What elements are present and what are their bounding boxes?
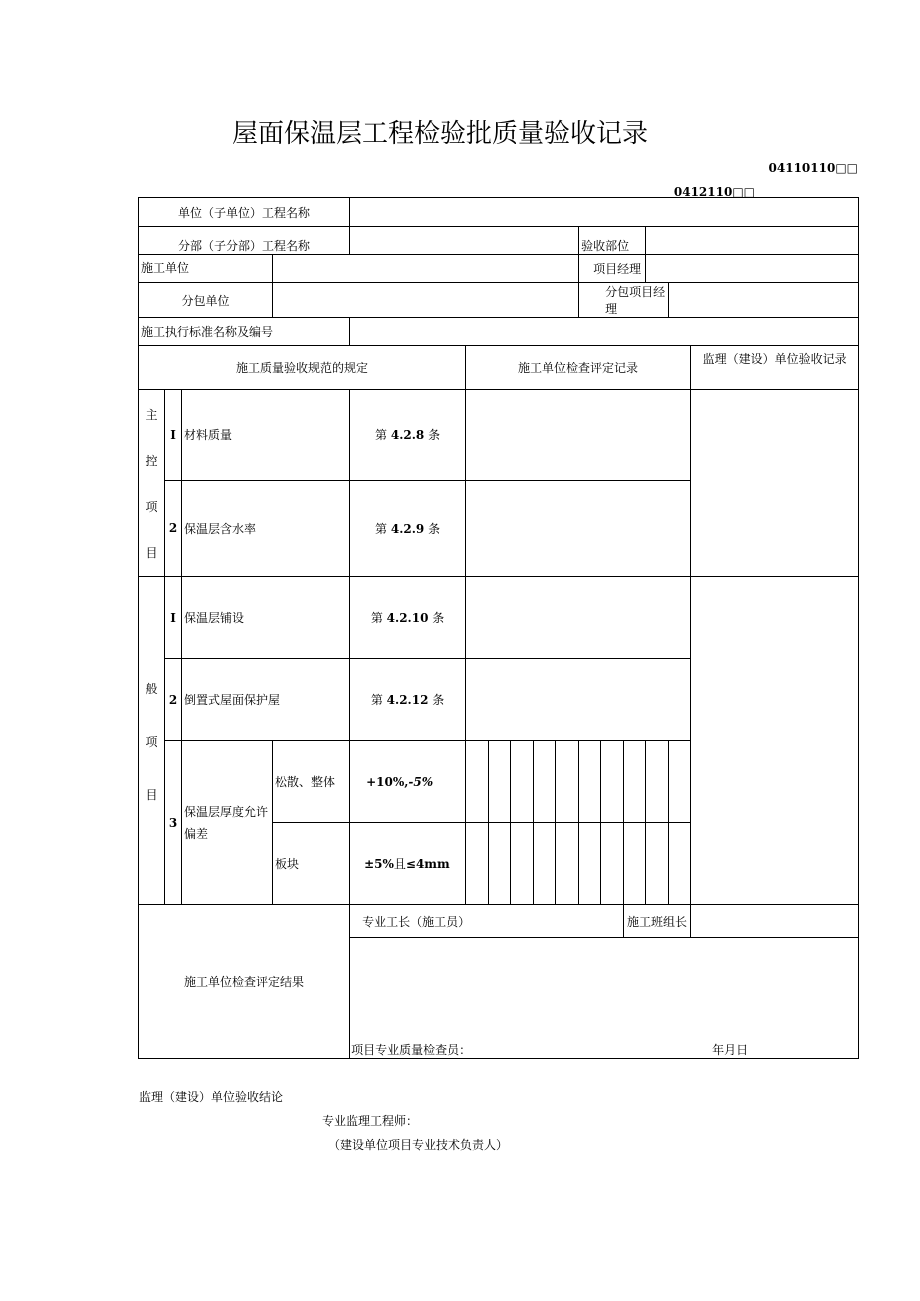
value-project-manager[interactable] [646, 255, 859, 283]
main-item-2-no: 2 [165, 480, 182, 576]
main-item-1-clause [350, 390, 466, 481]
main-char-2: 控 [145, 454, 158, 468]
label-unit-project: 单位（子单位）工程名称 [139, 198, 350, 227]
row-general-item-1 [139, 577, 859, 659]
inspector-label: 项目专业质量检查员： [351, 1043, 472, 1057]
general-item-2-record[interactable] [466, 659, 691, 741]
value-constructor[interactable] [273, 255, 579, 283]
value-standard[interactable] [350, 318, 859, 346]
clause-number: 4.2.8 [390, 428, 425, 443]
item3-sub1-name: 松散、整体 [273, 741, 350, 823]
measure-cell[interactable] [624, 823, 646, 905]
measure-cell[interactable] [556, 741, 579, 823]
value-acceptance-part[interactable] [646, 227, 859, 255]
conclusion-label: 监理（建设）单位验收结论 [139, 1090, 284, 1104]
main-supervision-record[interactable] [691, 390, 859, 577]
value-subcontractor[interactable] [273, 283, 579, 318]
sub2-value-a: ±5% [364, 857, 394, 871]
item3-name-line2: 偏差 [184, 826, 209, 841]
engineer-label: 专业监理工程师： [322, 1114, 419, 1128]
main-char-1: 主 [145, 408, 158, 422]
measure-cell[interactable] [511, 823, 534, 905]
main-char-4: 目 [145, 546, 158, 560]
clause-suffix: 条 [432, 693, 445, 707]
label-sub-project: 分部（子分部）工程名称 [139, 227, 350, 255]
measure-cell[interactable] [601, 823, 624, 905]
label-project-manager: 项目经理 [579, 255, 646, 283]
general-item-2-clause [350, 659, 466, 741]
main-item-1-no: I [165, 390, 182, 481]
general-supervision-record[interactable] [691, 577, 859, 905]
main-item-1-record[interactable] [466, 390, 691, 481]
foreman-label: 专业工长（施工员） [350, 905, 624, 938]
main-item-1-name: 材料质量 [182, 390, 350, 481]
general-label [139, 577, 165, 905]
clause-number: 4.2.12 [386, 693, 429, 707]
acceptance-record-table [138, 197, 859, 1059]
general-item-1-name: 保温层铺设 [182, 577, 350, 659]
clause-number: 4.2.10 [386, 611, 429, 625]
sub2-value-b: 且 [393, 857, 406, 871]
clause-prefix: 第 [370, 611, 383, 625]
sub1-value-b: -5% [408, 774, 434, 789]
row-unit-project [139, 198, 859, 227]
clause-prefix: 第 [370, 693, 383, 707]
general-item-2-no: 2 [165, 659, 182, 741]
main-char-3: 项 [145, 500, 158, 514]
value-sub-project[interactable] [350, 227, 579, 255]
general-char-2: 项 [145, 735, 158, 749]
value-unit-project[interactable] [350, 198, 859, 227]
measure-cell[interactable] [466, 741, 489, 823]
form-code-secondary: 0412110□□ [673, 185, 755, 199]
label-acceptance-part: 验收部位 [579, 227, 646, 255]
row-headers [139, 346, 859, 390]
form-code-primary: 04110110□□ [768, 161, 858, 175]
clause-number: 4.2.9 [390, 521, 425, 536]
general-item-3-no: 3 [165, 741, 182, 905]
main-item-2-record[interactable] [466, 480, 691, 576]
owner-label: （建设单位项目专业技术负责人） [328, 1138, 509, 1152]
measure-cell[interactable] [534, 741, 556, 823]
general-item-2-name: 倒置式屋面保护屋 [182, 659, 350, 741]
measure-cell[interactable] [669, 823, 691, 905]
general-item-1-record[interactable] [466, 577, 691, 659]
value-sub-project-manager[interactable] [669, 283, 859, 318]
sub2-value-c: ≤4mm [405, 857, 450, 871]
measure-cell[interactable] [489, 823, 511, 905]
measure-cell[interactable] [579, 823, 601, 905]
label-sub-project-manager: 分包项目经理 [579, 283, 669, 318]
measure-cell[interactable] [579, 741, 601, 823]
measure-cell[interactable] [624, 741, 646, 823]
row-constructor [139, 255, 859, 283]
row-standard [139, 318, 859, 346]
result-label: 施工单位检查评定结果 [139, 905, 350, 1059]
general-item-3-name [182, 741, 273, 905]
header-check-record: 施工单位检查评定记录 [466, 346, 691, 390]
row-sub-project [139, 227, 859, 255]
row-subcontractor [139, 283, 859, 318]
measure-cell[interactable] [646, 823, 669, 905]
header-supervision-record: 监理（建设）单位验收记录 [691, 346, 859, 390]
main-item-2-name: 保温层含水率 [182, 480, 350, 576]
item3-sub1-value [350, 741, 466, 823]
row-main-item-1 [139, 390, 859, 481]
measure-cell[interactable] [466, 823, 489, 905]
team-leader-label: 施工班组长 [624, 905, 691, 938]
clause-suffix: 条 [432, 611, 445, 625]
item3-sub2-name: 板块 [273, 823, 350, 905]
item3-sub2-value [350, 823, 466, 905]
team-leader-value[interactable] [691, 905, 859, 938]
clause-prefix: 第 [375, 521, 388, 536]
header-spec: 施工质量验收规范的规定 [139, 346, 466, 390]
label-subcontractor: 分包单位 [139, 283, 273, 318]
label-standard: 施工执行标准名称及编号 [139, 318, 350, 346]
general-char-3: 目 [145, 788, 158, 802]
general-item-1-no: I [165, 577, 182, 659]
row-result-signers [139, 905, 859, 938]
item3-name-line1: 保温层厚度允许 [184, 804, 269, 819]
label-constructor: 施工单位 [139, 255, 273, 283]
measure-cell[interactable] [534, 823, 556, 905]
measure-cell[interactable] [511, 741, 534, 823]
clause-suffix: 条 [428, 428, 441, 443]
page-title: 屋面保温层工程检验批质量验收记录 [231, 119, 648, 149]
sub1-value-a: +10%, [366, 774, 409, 789]
date-label: 年月日 [712, 1043, 749, 1057]
main-control-label [139, 390, 165, 577]
clause-suffix: 条 [428, 521, 441, 536]
measure-cell[interactable] [601, 741, 624, 823]
measure-cell[interactable] [646, 741, 669, 823]
general-item-1-clause [350, 577, 466, 659]
measure-cell[interactable] [556, 823, 579, 905]
general-char-1: 般 [145, 682, 158, 696]
measure-cell[interactable] [489, 741, 511, 823]
result-content[interactable] [350, 938, 859, 1059]
clause-prefix: 第 [375, 428, 388, 443]
main-item-2-clause [350, 480, 466, 576]
measure-cell[interactable] [669, 741, 691, 823]
